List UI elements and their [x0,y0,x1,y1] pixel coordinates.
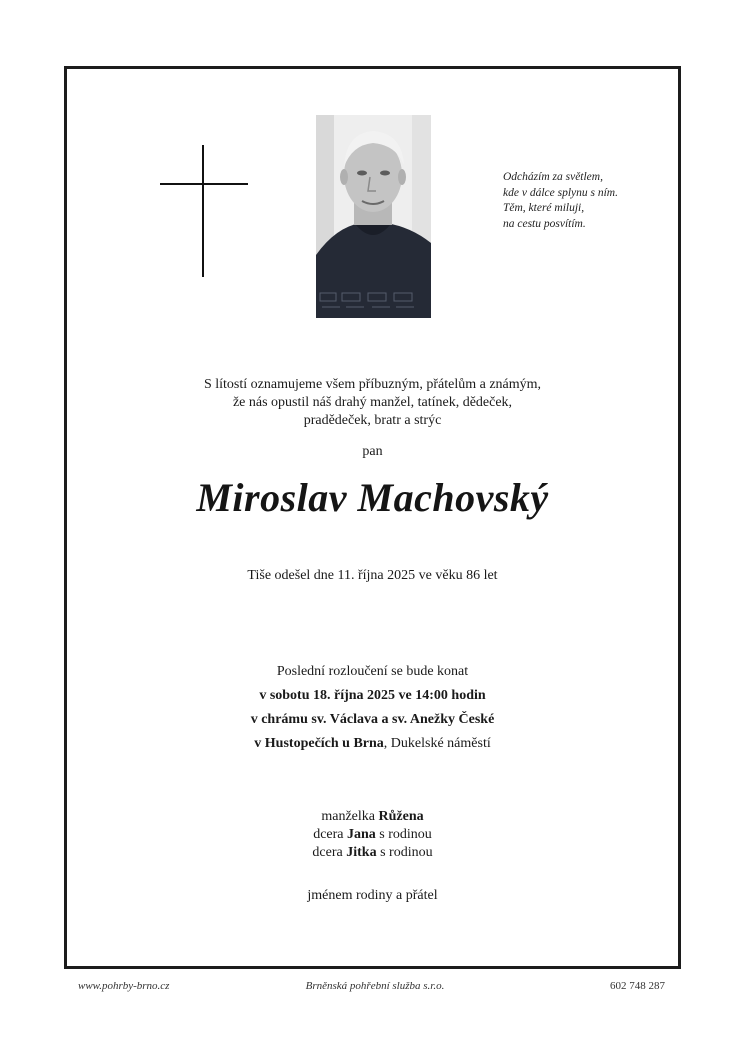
poem-line: Těm, které miluji, [503,202,585,214]
portrait-photo [316,115,431,318]
announcement-line: pradědeček, bratr a strýc [303,413,442,428]
funeral-address: , Dukelské náměstí [383,736,491,751]
funeral-intro: Poslední rozloučení se bude konat [276,664,469,679]
family-member: dcera Jitka s rodinou [312,845,433,860]
footer-phone: 602 748 287 [610,980,665,992]
poem-line: na cestu posvítím. [503,217,586,230]
cross-icon [160,145,248,277]
family-member: dcera Jana s rodinou [313,827,432,842]
funeral-town: v Hustopečích u Brna [254,736,384,751]
death-date-line: Tiše odešel dne 11. října 2025 ve věku 86 let [247,568,498,583]
footer-website[interactable]: www.pohrby-brno.cz [78,980,170,992]
poem-line: Odcházím za světlem, [503,171,603,183]
funeral-details [67,660,678,756]
funeral-venue: v chrámu sv. Václava a sv. Anežky České [250,712,495,727]
on-behalf-line: jménem rodiny a přátel [307,888,438,903]
announcement-line: že nás opustil náš drahý manžel, tatínek, dědeček, [232,395,513,410]
memorial-poem [503,170,673,232]
funeral-date-time: v sobotu 18. října 2025 ve 14:00 hodin [259,688,486,703]
footer-company: Brněnská pohřební služba s.r.o. [305,980,445,992]
deceased-name: Miroslav Machovský [196,475,549,520]
family-list [67,808,678,862]
family-member: manželka Růžena [321,809,424,824]
poem-line: kde v dálce splynu s ním. [503,186,618,199]
salutation: pan [362,444,383,459]
announcement-line: S lítostí oznamujeme všem příbuzným, přátelům a známým, [203,377,542,392]
announcement-text [67,376,678,430]
